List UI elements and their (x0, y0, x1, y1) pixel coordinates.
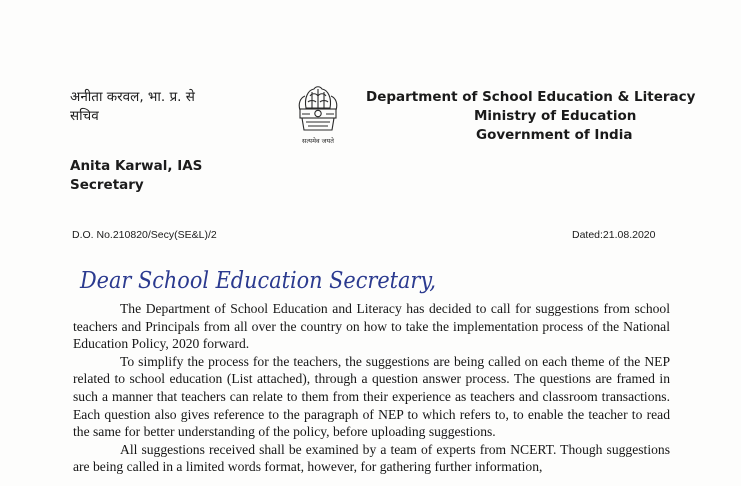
sender-hindi-title: सचिव (70, 108, 99, 124)
sender-english-title: Secretary (70, 177, 144, 193)
department-name: Department of School Education & Literacy (366, 89, 696, 105)
emblem-graphic (292, 84, 344, 162)
do-number: D.O. No.210820/Secy(SE&L)/2 (72, 229, 217, 241)
handwritten-salutation (0, 258, 741, 302)
sender-english-name: Anita Karwal, IAS (70, 158, 203, 174)
sender-hindi-name: अनीता करवल, भा. प्र. से (70, 89, 195, 105)
emblem-motto: सत्यमेव जयते (302, 137, 334, 145)
ministry-name: Ministry of Education (474, 108, 637, 124)
department-block (366, 88, 696, 145)
national-emblem-icon (292, 84, 344, 162)
paragraph: The Department of School Education and Literacy has decided to call for suggestions from school teachers and Principals from all over the country on how to take the implementation process of the National Education Policy, 2020 forward. (73, 301, 670, 352)
letter-date: Dated:21.08.2020 (572, 229, 656, 241)
government-name: Government of India (476, 127, 633, 143)
paragraph: All suggestions received shall be examined by a team of experts from NCERT. Though suggestions are being called in a limited words format, however, for gathering further information, (73, 441, 670, 475)
paragraph: To simplify the process for the teachers, the suggestions are being called on each theme of the NEP related to school education (List attached), through a question answer process. The questions are framed in such a manner that teachers can relate to them from their experience as teachers and classroom transactions. Each question also gives reference to the paragraph of NEP to which refers to, to enable the teacher to read the same for better understanding of the policy, before uploading suggestions. (73, 353, 670, 440)
sender-hindi-block (70, 88, 195, 126)
salutation-text: Dear School Education Secretary, (79, 268, 436, 294)
letter-body (73, 300, 670, 476)
sender-english-block (70, 157, 202, 195)
